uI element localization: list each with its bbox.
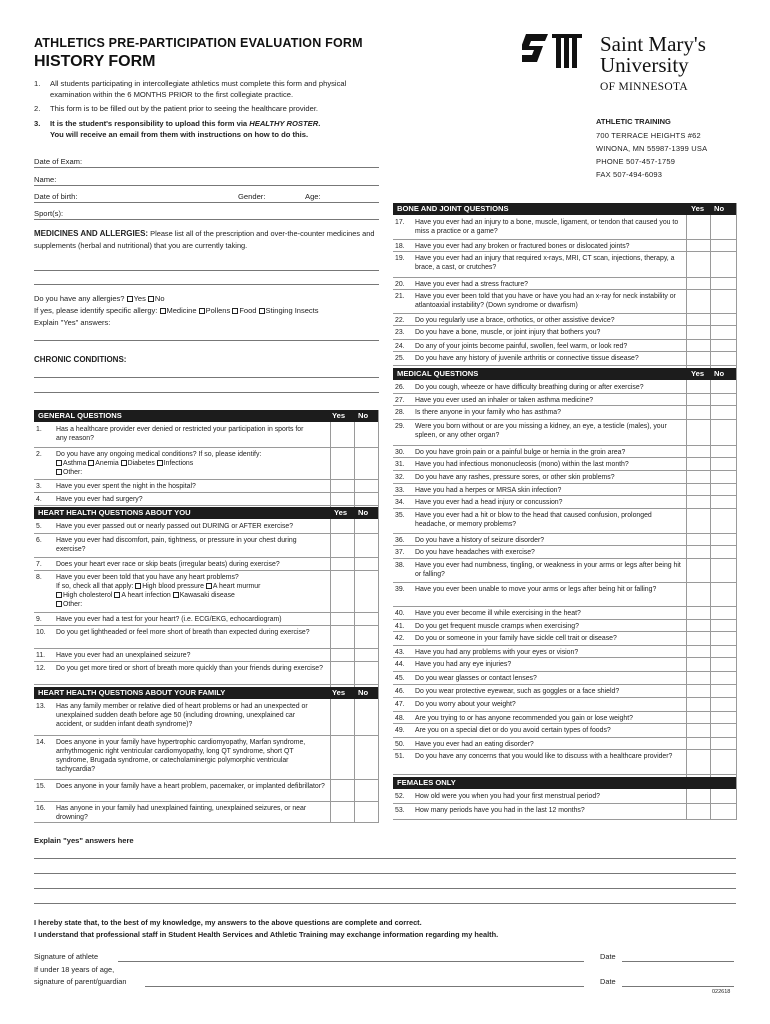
question-row-30[interactable]: 30. Do you have groin pain or a painful bulge or hernia in the groin area? <box>393 446 736 458</box>
dob-gender-age-field[interactable] <box>34 202 379 203</box>
athlete-signature-label: Signature of athlete <box>34 952 99 961</box>
left-right-border <box>378 410 379 823</box>
chronic-line-1[interactable] <box>34 377 379 378</box>
anemia-checkbox[interactable] <box>88 460 94 466</box>
heart-infection-checkbox[interactable] <box>114 592 120 598</box>
question-row-52[interactable]: 52. How old were you when you had your first menstrual period? <box>393 790 736 804</box>
question-row-39[interactable]: 39. Have you ever been unable to move your arms or legs after being hit or falling? <box>393 583 736 607</box>
athlete-date-label: Date <box>600 952 616 961</box>
fax: FAX 507-494-6093 <box>596 170 663 179</box>
medicines-title: MEDICINES AND ALLERGIES: <box>34 229 149 238</box>
athlete-signature-field[interactable] <box>118 961 584 962</box>
medicines-line-2[interactable] <box>34 284 379 285</box>
explain-line-2[interactable] <box>34 873 736 874</box>
kawasaki-checkbox[interactable] <box>173 592 179 598</box>
parent-date-label: Date <box>600 977 616 986</box>
question-row-6[interactable]: 6. Have you ever had discomfort, pain, tightness, or pressure in your chest during exercise? <box>34 534 378 558</box>
address-line1: 700 TERRACE HEIGHTS #62 <box>596 131 701 140</box>
sports-label: Sport(s): <box>34 209 64 218</box>
university-name-line1: Saint Mary's <box>600 32 706 56</box>
university-name-line2: University <box>600 53 689 77</box>
other-condition-checkbox[interactable] <box>56 469 62 475</box>
gender-label: Gender: <box>238 192 266 201</box>
question-row-28[interactable]: 28. Is there anyone in your family who has asthma? <box>393 406 736 420</box>
females-header: FEMALES ONLY <box>393 777 736 789</box>
question-row-7[interactable]: 7. Does your heart ever race or skip beats (irregular beats) during exercise? <box>34 558 378 571</box>
heart-murmur-checkbox[interactable] <box>206 583 212 589</box>
stinging-insects-checkbox[interactable] <box>259 308 265 314</box>
allergy-no-checkbox[interactable] <box>148 296 154 302</box>
question-row-45[interactable]: 45. Do you wear glasses or contact lenses? <box>393 672 736 685</box>
university-name-line3: OF MINNESOTA <box>600 81 688 93</box>
question-row-9[interactable]: 9. Have you ever had a test for your heart? (i.e. ECG/EKG, echocardiogram) <box>34 613 378 626</box>
high-cholesterol-checkbox[interactable] <box>56 592 62 598</box>
athlete-date-field[interactable] <box>622 961 734 962</box>
question-row-5[interactable]: 5. Have you ever passed out or nearly passed out DURING or AFTER exercise? <box>34 520 378 534</box>
question-row-20[interactable]: 20. Have you ever had a stress fracture? <box>393 278 736 290</box>
question-row-34[interactable]: 34. Have you ever had a head injury or concussion? <box>393 496 736 509</box>
certification-line-2: I understand that professional staff in Student Health Services and Athletic Training may exchange information regarding my health. <box>34 930 499 939</box>
medicines-text: Please list all of the prescription and over-the-counter medicines and supplements (herbal and nutritional) that you are currently taking. <box>34 229 375 250</box>
question-row-4[interactable]: 4. Have you ever had surgery? <box>34 493 378 506</box>
instruction-3: 3. It is the student's responsibility to upload this form via HEALTHY ROSTER. You will receive an email from them with instructions on how to do this. <box>34 119 321 139</box>
food-checkbox[interactable] <box>232 308 238 314</box>
question-row-17[interactable]: 17. Have you ever had an injury to a bone, muscle, ligament, or tendon that caused you to miss a practice or a game? <box>393 216 736 240</box>
explain-line-3[interactable] <box>34 888 736 889</box>
question-row-47[interactable]: 47. Do you worry about your weight? <box>393 698 736 712</box>
asthma-checkbox[interactable] <box>56 460 62 466</box>
question-row-36[interactable]: 36. Do you have a history of seizure disorder? <box>393 534 736 546</box>
bone-joint-header: BONE AND JOINT QUESTIONS Yes No <box>393 203 736 215</box>
question-row-25[interactable]: 25. Do you have any history of juvenile arthritis or connective tissue disease? <box>393 352 736 366</box>
address-line2: WINONA, MN 55987-1399 USA <box>596 144 708 153</box>
date-of-exam-label: Date of Exam: <box>34 157 83 166</box>
heart-family-header: HEART HEALTH QUESTIONS ABOUT YOUR FAMILY Yes No <box>34 687 378 699</box>
explain-yes-title: Explain "yes" answers here <box>34 836 134 845</box>
question-row-51[interactable]: 51. Do you have any concerns that you would like to discuss with a healthcare provider? <box>393 750 736 775</box>
question-row-2[interactable]: 2. Do you have any ongoing medical conditions? If so, please identify: Asthma Anemia Diabetes Infections Other: <box>34 448 378 480</box>
question-row-16[interactable]: 16. Has anyone in your family had unexplained fainting, unexplained seizures, or near drowning? <box>34 802 378 823</box>
medicine-checkbox[interactable] <box>160 308 166 314</box>
question-row-10[interactable]: 10. Do you get lightheaded or feel more short of breath than expected during exercise? <box>34 626 378 649</box>
dept-name: ATHLETIC TRAINING <box>596 117 671 126</box>
chronic-line-2[interactable] <box>34 392 379 393</box>
question-row-22[interactable]: 22. Do you regularly use a brace, orthotics, or other assistive device? <box>393 314 736 326</box>
allergy-yes-checkbox[interactable] <box>127 296 133 302</box>
question-row-14[interactable]: 14. Does anyone in your family have hypertrophic cardiomyopathy, Marfan syndrome, arrhythmogenic right ventricular cardiomyopathy, long QT syndrome, short QT syndrome, Brugada syndrome, or catecholaminergic polymorphic ventricular tachycardia? <box>34 736 378 780</box>
explain-line-4[interactable] <box>34 903 736 904</box>
parent-signature-label: signature of parent/guardian <box>34 977 127 986</box>
name-label: Name: <box>34 175 57 184</box>
chronic-title: CHRONIC CONDITIONS: <box>34 355 127 364</box>
question-row-50[interactable]: 50. Have you ever had an eating disorder? <box>393 738 736 750</box>
allergy-question: Do you have any allergies? Yes No <box>34 294 165 303</box>
question-row-42[interactable]: 42. Do you or someone in your family have sickle cell trait or disease? <box>393 632 736 646</box>
allergy-specific: If yes, please identify specific allergy: Medicine Pollens Food Stinging Insects <box>34 306 319 315</box>
question-row-29[interactable]: 29. Were you born without or are you missing a kidney, an eye, a testicle (males), your spleen, or any other organ? <box>393 420 736 446</box>
medicines-line-1[interactable] <box>34 270 379 271</box>
question-row-21[interactable]: 21. Have you ever been told that you have or have you had an x-ray for neck instability or atlantoaxial instability? (Down syndrome or dwarfism) <box>393 290 736 314</box>
allergy-explain-label: Explain "Yes" answers: <box>34 318 111 327</box>
question-row-1[interactable]: 1. Has a healthcare provider ever denied or restricted your participation in sports for any reason? <box>34 423 378 448</box>
question-row-46[interactable]: 46. Do you wear protective eyewear, such as goggles or a face shield? <box>393 685 736 698</box>
infections-checkbox[interactable] <box>157 460 163 466</box>
question-row-40[interactable]: 40. Have you ever become ill while exercising in the heat? <box>393 607 736 620</box>
instruction-2: 2. This form is to be filled out by the patient prior to seeing the healthcare provider. <box>34 104 319 113</box>
question-row-27[interactable]: 27. Have you ever used an inhaler or taken asthma medicine? <box>393 394 736 406</box>
diabetes-checkbox[interactable] <box>121 460 127 466</box>
question-row-3[interactable]: 3. Have you ever spent the night in the hospital? <box>34 480 378 493</box>
phone: PHONE 507-457-1759 <box>596 157 676 166</box>
other-heart-checkbox[interactable] <box>56 601 62 607</box>
allergy-explain-line[interactable] <box>34 340 379 341</box>
instruction-1: 1. All students participating in intercollegiate athletics must complete this form and physical examination within the 6 MONTHS PRIOR to the first collegiate practice. <box>34 79 347 99</box>
under-18-label: If under 18 years of age, <box>34 965 115 974</box>
question-row-15[interactable]: 15. Does anyone in your family have a heart problem, pacemaker, or implanted defibrillator? <box>34 780 378 802</box>
question-row-19[interactable]: 19. Have you ever had an injury that required x-rays, MRI, CT scan, injections, therapy, a brace, a cast, or crutches? <box>393 252 736 278</box>
high-blood-pressure-checkbox[interactable] <box>135 583 141 589</box>
parent-signature-field[interactable] <box>145 986 584 987</box>
heart-you-header: HEART HEALTH QUESTIONS ABOUT YOU Yes No <box>34 507 378 519</box>
date-of-exam-field[interactable] <box>34 167 379 168</box>
medical-header: MEDICAL QUESTIONS Yes No <box>393 368 736 380</box>
right-border <box>736 203 737 820</box>
sports-field[interactable] <box>34 219 379 220</box>
question-row-48[interactable]: 48. Are you trying to or has anyone recommended you gain or lose weight? <box>393 712 736 724</box>
name-field[interactable] <box>34 185 379 186</box>
question-row-8[interactable]: 8. Have you ever been told that you have any heart problems? If so, check all that apply: High blood pressure A heart murmur High cholesterol A heart infection Kawasaki disease Other: <box>34 571 378 613</box>
question-row-18[interactable]: 18. Have you ever had any broken or fractured bones or dislocated joints? <box>393 240 736 252</box>
parent-date-field[interactable] <box>622 986 734 987</box>
question-row-31[interactable]: 31. Have you had infectious mononucleosis (mono) within the last month? <box>393 458 736 471</box>
question-row-44[interactable]: 44. Have you had any eye injuries? <box>393 658 736 672</box>
form-code: 022618 <box>712 989 731 995</box>
question-row-11[interactable]: 11. Have you ever had an unexplained seizure? <box>34 649 378 662</box>
question-row-26[interactable]: 26. Do you cough, wheeze or have difficulty breathing during or after exercise? <box>393 381 736 394</box>
form-subtitle: HISTORY FORM <box>34 53 156 70</box>
pollens-checkbox[interactable] <box>199 308 205 314</box>
question-row-35[interactable]: 35. Have you ever had a hit or blow to the head that caused confusion, prolonged headache, or memory problems? <box>393 509 736 534</box>
certification-line-1: I hereby state that, to the best of my knowledge, my answers to the above questions are complete and correct. <box>34 918 422 927</box>
question-row-38[interactable]: 38. Have you ever had numbness, tingling, or weakness in your arms or legs after being hit or falling? <box>393 559 736 583</box>
question-row-12[interactable]: 12. Do you get more tired or short of breath more quickly than your friends during exercise? <box>34 662 378 685</box>
form-title: ATHLETICS PRE-PARTICIPATION EVALUATION FORM <box>34 36 363 50</box>
dob-label: Date of birth: <box>34 192 78 201</box>
age-label: Age: <box>305 192 321 201</box>
question-row-24[interactable]: 24. Do any of your joints become painful, swollen, feel warm, or look red? <box>393 340 736 352</box>
explain-line-1[interactable] <box>34 858 736 859</box>
question-row-13[interactable]: 13. Has any family member or relative died of heart problems or had an unexpected or unexplained sudden death before age 50 (including drowning, unexplained car accident, or sudden infant death syndrome)? <box>34 700 378 736</box>
university-logo-icon <box>522 30 594 82</box>
medicines-section <box>34 228 379 252</box>
question-row-32[interactable]: 32. Do you have any rashes, pressure sores, or other skin problems? <box>393 471 736 484</box>
question-row-23[interactable]: 23. Do you have a bone, muscle, or joint injury that bothers you? <box>393 326 736 340</box>
question-row-37[interactable]: 37. Do you have headaches with exercise? <box>393 546 736 559</box>
general-questions-header: GENERAL QUESTIONS Yes No <box>34 410 378 422</box>
question-row-43[interactable]: 43. Have you had any problems with your eyes or vision? <box>393 646 736 658</box>
question-row-49[interactable]: 49. Are you on a special diet or do you avoid certain types of foods? <box>393 724 736 738</box>
question-row-53[interactable]: 53. How many periods have you had in the last 12 months? <box>393 804 736 820</box>
question-row-41[interactable]: 41. Do you get frequent muscle cramps when exercising? <box>393 620 736 632</box>
question-row-33[interactable]: 33. Have you had a herpes or MRSA skin infection? <box>393 484 736 496</box>
